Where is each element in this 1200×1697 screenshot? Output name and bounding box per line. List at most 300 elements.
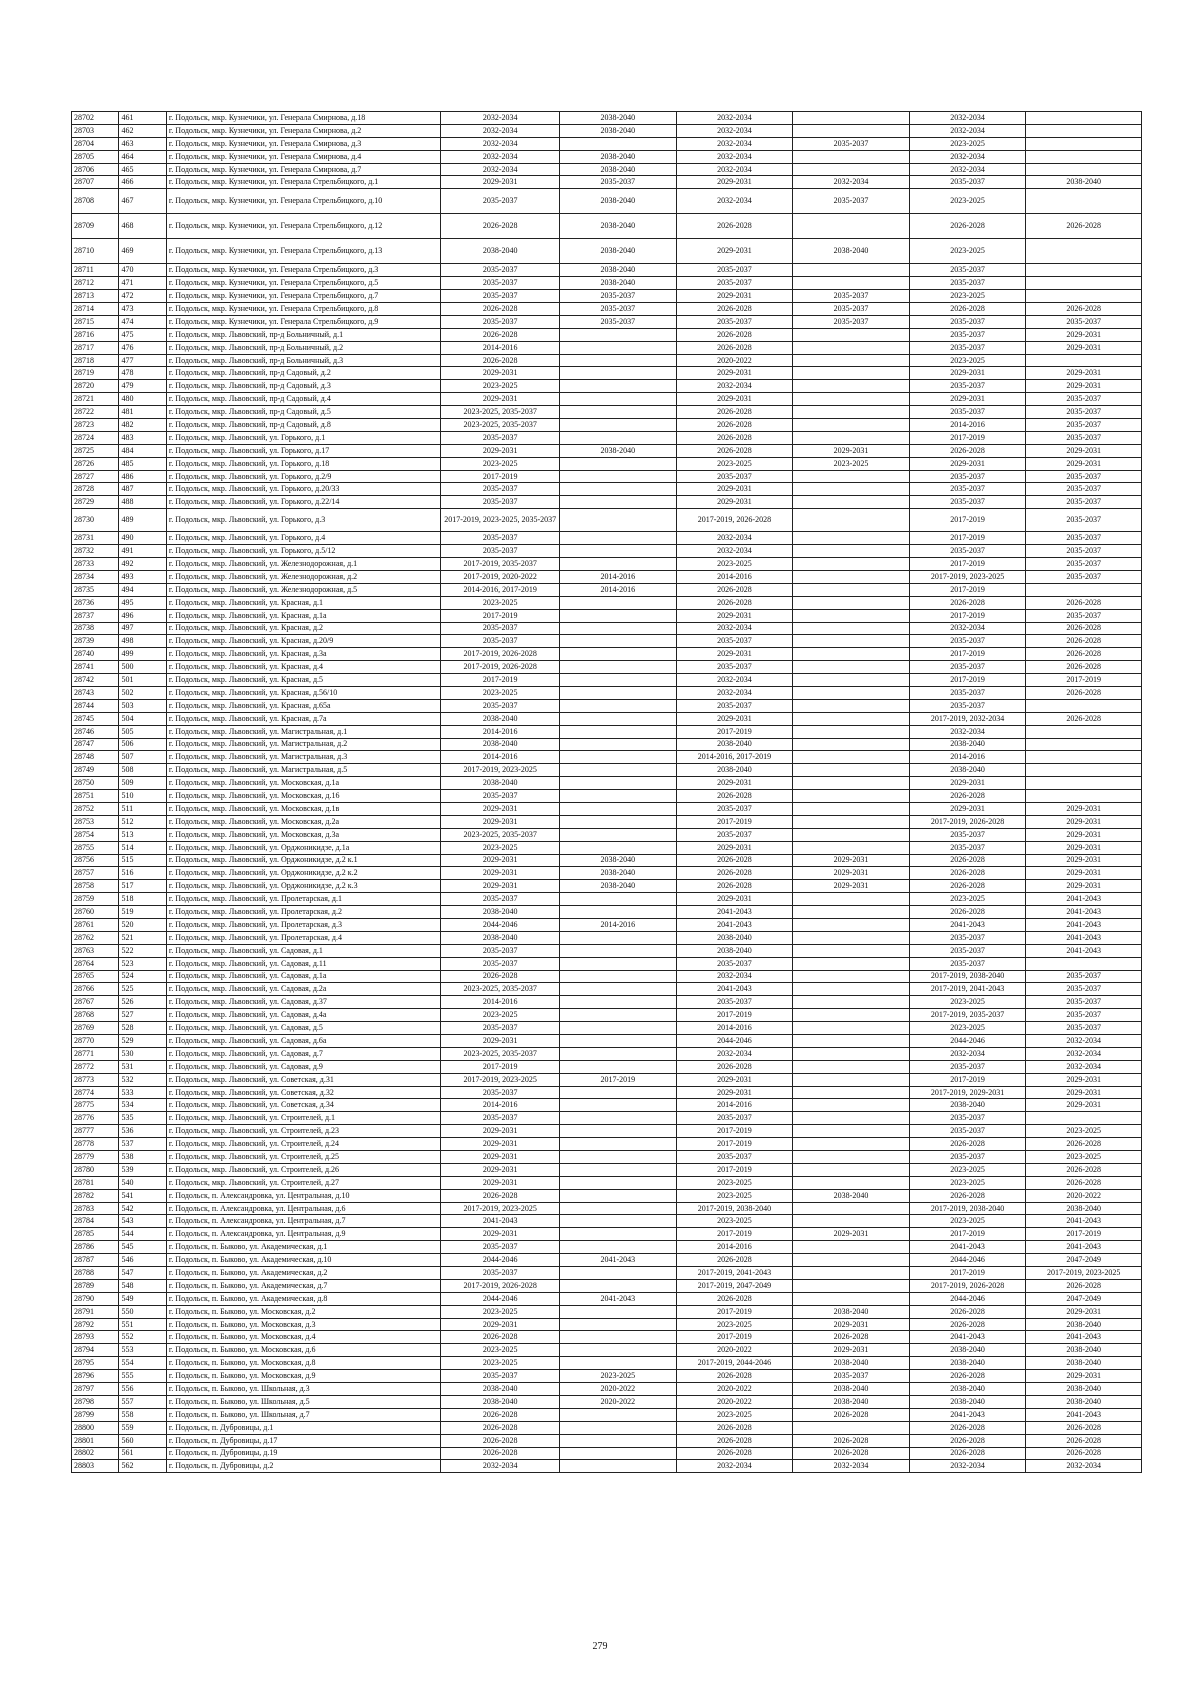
repair-period-3-cell: 2029-2031 (676, 609, 793, 622)
repair-period-2-cell (560, 1331, 677, 1344)
repair-period-5-cell: 2029-2031 (909, 393, 1026, 406)
repair-period-6-cell: 2035-2037 (1026, 431, 1142, 444)
repair-period-3-cell: 2026-2028 (676, 214, 793, 239)
repair-period-6-cell: 2035-2037 (1026, 996, 1142, 1009)
repair-period-2-cell (560, 957, 677, 970)
page-number: 279 (592, 1641, 608, 1652)
repair-period-6-cell: 2047-2049 (1026, 1292, 1142, 1305)
repair-period-1-cell: 2035-2037 (441, 699, 560, 712)
repair-period-3-cell: 2041-2043 (676, 906, 793, 919)
repair-period-4-cell: 2026-2028 (793, 1408, 910, 1421)
address-cell: г. Подольск, мкр. Львовский, ул. Орджоникидзе, д.2 к.3 (166, 880, 440, 893)
repair-period-2-cell (560, 596, 677, 609)
address-cell: г. Подольск, п. Александровка, ул. Центральная, д.9 (166, 1228, 440, 1241)
repair-period-5-cell: 2017-2019 (909, 558, 1026, 571)
row-number-cell: 472 (119, 290, 166, 303)
repair-period-4-cell (793, 483, 910, 496)
row-number-cell: 493 (119, 570, 166, 583)
table-row (72, 558, 1142, 571)
repair-period-1-cell: 2026-2028 (441, 1447, 560, 1460)
repair-period-2-cell (560, 764, 677, 777)
address-cell: г. Подольск, п. Быково, ул. Академическая, д.2 (166, 1267, 440, 1280)
address-cell: г. Подольск, п. Быково, ул. Школьная, д.3 (166, 1383, 440, 1396)
repair-period-4-cell (793, 957, 910, 970)
repair-period-3-cell: 2029-2031 (676, 893, 793, 906)
repair-period-3-cell: 2017-2019, 2044-2046 (676, 1357, 793, 1370)
record-number-cell: 28718 (72, 354, 119, 367)
row-number-cell: 486 (119, 470, 166, 483)
row-number-cell: 561 (119, 1447, 166, 1460)
repair-period-3-cell: 2026-2028 (676, 328, 793, 341)
row-number-cell: 503 (119, 699, 166, 712)
repair-period-3-cell: 2032-2034 (676, 163, 793, 176)
repair-period-1-cell: 2017-2019 (441, 609, 560, 622)
repair-period-5-cell: 2023-2025 (909, 996, 1026, 1009)
repair-period-1-cell: 2014-2016 (441, 996, 560, 1009)
repair-period-6-cell: 2026-2028 (1026, 1279, 1142, 1292)
table-row (72, 777, 1142, 790)
repair-period-1-cell: 2029-2031 (441, 393, 560, 406)
repair-period-4-cell (793, 802, 910, 815)
repair-period-4-cell (793, 828, 910, 841)
repair-period-2-cell (560, 509, 677, 532)
row-number-cell: 549 (119, 1292, 166, 1305)
record-number-cell: 28780 (72, 1163, 119, 1176)
row-number-cell: 540 (119, 1176, 166, 1189)
repair-period-6-cell: 2029-2031 (1026, 1305, 1142, 1318)
repair-period-6-cell: 2035-2037 (1026, 545, 1142, 558)
repair-period-1-cell: 2029-2031 (441, 1125, 560, 1138)
repair-period-4-cell: 2035-2037 (793, 137, 910, 150)
repair-period-2-cell (560, 1228, 677, 1241)
repair-period-4-cell: 2038-2040 (793, 1305, 910, 1318)
table-row (72, 931, 1142, 944)
address-cell: г. Подольск, мкр. Львовский, ул. Красная, д.3а (166, 648, 440, 661)
repair-period-5-cell: 2026-2028 (909, 214, 1026, 239)
row-number-cell: 482 (119, 419, 166, 432)
record-number-cell: 28750 (72, 777, 119, 790)
repair-period-3-cell: 2029-2031 (676, 176, 793, 189)
repair-period-5-cell: 2044-2046 (909, 1035, 1026, 1048)
repair-period-3-cell: 2026-2028 (676, 880, 793, 893)
repair-period-4-cell (793, 1060, 910, 1073)
repair-period-3-cell: 2026-2028 (676, 406, 793, 419)
repair-period-6-cell (1026, 112, 1142, 125)
repair-period-4-cell (793, 931, 910, 944)
repair-period-1-cell: 2014-2016 (441, 725, 560, 738)
repair-period-1-cell: 2029-2031 (441, 1318, 560, 1331)
repair-period-4-cell (793, 1047, 910, 1060)
repair-period-4-cell (793, 406, 910, 419)
row-number-cell: 475 (119, 328, 166, 341)
repair-period-3-cell: 2026-2028 (676, 303, 793, 316)
repair-period-5-cell: 2017-2019, 2041-2043 (909, 983, 1026, 996)
record-number-cell: 28710 (72, 239, 119, 264)
record-number-cell: 28779 (72, 1151, 119, 1164)
repair-period-4-cell (793, 558, 910, 571)
repair-period-3-cell: 2017-2019 (676, 1138, 793, 1151)
record-number-cell: 28719 (72, 367, 119, 380)
repair-period-2-cell: 2038-2040 (560, 124, 677, 137)
repair-period-5-cell: 2035-2037 (909, 380, 1026, 393)
repair-period-5-cell: 2038-2040 (909, 738, 1026, 751)
repair-period-2-cell (560, 1434, 677, 1447)
repair-period-4-cell (793, 906, 910, 919)
address-cell: г. Подольск, мкр. Кузнечики, ул. Генерала Стрельбицкого, д.3 (166, 264, 440, 277)
repair-period-1-cell: 2023-2025 (441, 1009, 560, 1022)
repair-period-4-cell: 2029-2031 (793, 444, 910, 457)
address-cell: г. Подольск, п. Быково, ул. Московская, д.3 (166, 1318, 440, 1331)
repair-period-4-cell (793, 686, 910, 699)
repair-period-6-cell (1026, 277, 1142, 290)
repair-period-3-cell: 2026-2028 (676, 444, 793, 457)
repair-period-6-cell: 2029-2031 (1026, 880, 1142, 893)
table-row (72, 725, 1142, 738)
repair-period-4-cell (793, 112, 910, 125)
repair-period-6-cell: 2035-2037 (1026, 570, 1142, 583)
address-cell: г. Подольск, п. Быково, ул. Школьная, д.5 (166, 1395, 440, 1408)
address-cell: г. Подольск, п. Быково, ул. Академическая, д.7 (166, 1279, 440, 1292)
repair-period-3-cell: 2035-2037 (676, 699, 793, 712)
address-cell: г. Подольск, п. Быково, ул. Московская, д.6 (166, 1344, 440, 1357)
row-number-cell: 490 (119, 532, 166, 545)
address-cell: г. Подольск, мкр. Кузнечики, ул. Генерала Стрельбицкого, д.5 (166, 277, 440, 290)
repair-period-3-cell: 2032-2034 (676, 380, 793, 393)
record-number-cell: 28781 (72, 1176, 119, 1189)
row-number-cell: 462 (119, 124, 166, 137)
repair-period-6-cell: 2026-2028 (1026, 1138, 1142, 1151)
repair-period-3-cell: 2026-2028 (676, 596, 793, 609)
repair-period-2-cell (560, 483, 677, 496)
repair-period-5-cell: 2035-2037 (909, 635, 1026, 648)
repair-period-6-cell: 2029-2031 (1026, 444, 1142, 457)
repair-period-4-cell: 2026-2028 (793, 1331, 910, 1344)
table-row (72, 1009, 1142, 1022)
repair-period-5-cell: 2038-2040 (909, 1099, 1026, 1112)
record-number-cell: 28796 (72, 1370, 119, 1383)
table-row (72, 1060, 1142, 1073)
repair-period-1-cell: 2023-2025 (441, 1357, 560, 1370)
repair-period-6-cell: 2026-2028 (1026, 712, 1142, 725)
repair-period-3-cell: 2020-2022 (676, 354, 793, 367)
table-row (72, 1099, 1142, 1112)
record-number-cell: 28790 (72, 1292, 119, 1305)
repair-period-5-cell: 2026-2028 (909, 1434, 1026, 1447)
address-cell: г. Подольск, мкр. Львовский, пр-д Садовый, д.2 (166, 367, 440, 380)
record-number-cell: 28770 (72, 1035, 119, 1048)
repair-period-2-cell (560, 661, 677, 674)
repair-period-5-cell: 2023-2025 (909, 1163, 1026, 1176)
address-cell: г. Подольск, мкр. Львовский, пр-д Садовый, д.8 (166, 419, 440, 432)
repair-period-1-cell: 2026-2028 (441, 1189, 560, 1202)
repair-period-6-cell: 2026-2028 (1026, 1434, 1142, 1447)
repair-period-1-cell: 2029-2031 (441, 802, 560, 815)
record-number-cell: 28755 (72, 841, 119, 854)
repair-period-4-cell (793, 419, 910, 432)
address-cell: г. Подольск, мкр. Львовский, ул. Красная, д.2 (166, 622, 440, 635)
record-number-cell: 28721 (72, 393, 119, 406)
repair-period-5-cell: 2023-2025 (909, 239, 1026, 264)
repair-period-5-cell: 2032-2034 (909, 163, 1026, 176)
repair-period-2-cell (560, 1408, 677, 1421)
repair-period-3-cell: 2035-2037 (676, 957, 793, 970)
table-row (72, 1138, 1142, 1151)
repair-period-5-cell: 2032-2034 (909, 150, 1026, 163)
repair-period-6-cell: 2029-2031 (1026, 815, 1142, 828)
row-number-cell: 554 (119, 1357, 166, 1370)
record-number-cell: 28742 (72, 674, 119, 687)
repair-period-3-cell: 2023-2025 (676, 1215, 793, 1228)
record-number-cell: 28754 (72, 828, 119, 841)
address-cell: г. Подольск, мкр. Львовский, пр-д Больничный, д.3 (166, 354, 440, 367)
repair-period-1-cell: 2044-2046 (441, 1254, 560, 1267)
address-cell: г. Подольск, мкр. Львовский, ул. Строителей, д.23 (166, 1125, 440, 1138)
repair-period-4-cell: 2035-2037 (793, 290, 910, 303)
repair-period-5-cell: 2017-2019, 2038-2040 (909, 1202, 1026, 1215)
repair-period-5-cell: 2026-2028 (909, 1370, 1026, 1383)
table-row (72, 444, 1142, 457)
address-cell: г. Подольск, мкр. Львовский, ул. Садовая, д.1 (166, 944, 440, 957)
record-number-cell: 28788 (72, 1267, 119, 1280)
address-cell: г. Подольск, мкр. Львовский, ул. Орджоникидзе, д.2 к.2 (166, 867, 440, 880)
table-row (72, 699, 1142, 712)
address-cell: г. Подольск, мкр. Кузнечики, ул. Генерала Стрельбицкого, д.8 (166, 303, 440, 316)
repair-period-1-cell: 2023-2025 (441, 457, 560, 470)
repair-period-6-cell: 2020-2022 (1026, 1189, 1142, 1202)
repair-period-2-cell (560, 841, 677, 854)
repair-period-3-cell: 2026-2028 (676, 1447, 793, 1460)
row-number-cell: 480 (119, 393, 166, 406)
repair-period-2-cell (560, 1035, 677, 1048)
repair-period-4-cell (793, 545, 910, 558)
address-cell: г. Подольск, мкр. Львовский, пр-д Садовый, д.3 (166, 380, 440, 393)
repair-period-1-cell: 2023-2025, 2035-2037 (441, 983, 560, 996)
row-number-cell: 504 (119, 712, 166, 725)
repair-period-5-cell: 2029-2031 (909, 802, 1026, 815)
repair-period-3-cell: 2032-2034 (676, 150, 793, 163)
record-number-cell: 28740 (72, 648, 119, 661)
repair-period-1-cell: 2017-2019, 2023-2025, 2035-2037 (441, 509, 560, 532)
repair-period-2-cell (560, 1151, 677, 1164)
address-cell: г. Подольск, мкр. Львовский, ул. Горького, д.1 (166, 431, 440, 444)
repair-period-2-cell (560, 970, 677, 983)
table-row (72, 431, 1142, 444)
repair-period-4-cell (793, 609, 910, 622)
repair-period-6-cell: 2035-2037 (1026, 419, 1142, 432)
repair-period-3-cell: 2017-2019 (676, 1125, 793, 1138)
address-cell: г. Подольск, мкр. Львовский, пр-д Больничный, д.1 (166, 328, 440, 341)
repair-period-4-cell: 2038-2040 (793, 1357, 910, 1370)
row-number-cell: 507 (119, 751, 166, 764)
repair-period-2-cell (560, 1357, 677, 1370)
record-number-cell: 28785 (72, 1228, 119, 1241)
address-cell: г. Подольск, мкр. Львовский, ул. Пролетарская, д.4 (166, 931, 440, 944)
record-number-cell: 28715 (72, 315, 119, 328)
repair-period-2-cell: 2020-2022 (560, 1383, 677, 1396)
repair-period-6-cell: 2026-2028 (1026, 1176, 1142, 1189)
repair-period-6-cell: 2032-2034 (1026, 1460, 1142, 1473)
repair-period-4-cell: 2023-2025 (793, 457, 910, 470)
address-cell: г. Подольск, мкр. Львовский, ул. Красная, д.5 (166, 674, 440, 687)
repair-period-4-cell: 2029-2031 (793, 1228, 910, 1241)
address-cell: г. Подольск, мкр. Львовский, ул. Железнодорожная, д.5 (166, 583, 440, 596)
repair-period-3-cell: 2029-2031 (676, 367, 793, 380)
repair-period-4-cell (793, 1086, 910, 1099)
repair-period-1-cell: 2035-2037 (441, 545, 560, 558)
repair-period-5-cell: 2035-2037 (909, 264, 1026, 277)
repair-period-6-cell: 2041-2043 (1026, 931, 1142, 944)
repair-period-1-cell: 2032-2034 (441, 112, 560, 125)
repair-period-5-cell: 2035-2037 (909, 545, 1026, 558)
repair-period-2-cell: 2038-2040 (560, 854, 677, 867)
repair-period-6-cell: 2029-2031 (1026, 1073, 1142, 1086)
repair-period-5-cell: 2023-2025 (909, 354, 1026, 367)
repair-period-2-cell: 2020-2022 (560, 1395, 677, 1408)
repair-period-1-cell: 2044-2046 (441, 1292, 560, 1305)
repair-period-5-cell: 2017-2019, 2023-2025 (909, 570, 1026, 583)
repair-period-4-cell (793, 751, 910, 764)
repair-period-1-cell: 2023-2025 (441, 380, 560, 393)
repair-period-2-cell (560, 893, 677, 906)
address-cell: г. Подольск, мкр. Львовский, ул. Красная, д.1а (166, 609, 440, 622)
table-row (72, 1318, 1142, 1331)
repair-period-3-cell: 2014-2016 (676, 1022, 793, 1035)
repair-period-2-cell (560, 1344, 677, 1357)
row-number-cell: 562 (119, 1460, 166, 1473)
address-cell: г. Подольск, мкр. Львовский, ул. Горького, д.2/9 (166, 470, 440, 483)
address-cell: г. Подольск, мкр. Львовский, ул. Садовая, д.6а (166, 1035, 440, 1048)
repair-period-4-cell (793, 893, 910, 906)
repair-period-6-cell: 2029-2031 (1026, 1099, 1142, 1112)
table-row (72, 854, 1142, 867)
repair-period-5-cell: 2041-2043 (909, 1408, 1026, 1421)
row-number-cell: 477 (119, 354, 166, 367)
repair-period-1-cell: 2029-2031 (441, 1151, 560, 1164)
record-number-cell: 28772 (72, 1060, 119, 1073)
repair-period-3-cell: 2026-2028 (676, 854, 793, 867)
repair-period-1-cell: 2029-2031 (441, 1176, 560, 1189)
repair-period-2-cell: 2038-2040 (560, 239, 677, 264)
repair-period-3-cell: 2017-2019 (676, 725, 793, 738)
repair-period-6-cell (1026, 790, 1142, 803)
repair-period-1-cell: 2035-2037 (441, 1112, 560, 1125)
repair-period-4-cell (793, 1279, 910, 1292)
repair-period-1-cell: 2035-2037 (441, 790, 560, 803)
repair-period-2-cell (560, 558, 677, 571)
repair-period-1-cell: 2032-2034 (441, 137, 560, 150)
repair-period-1-cell: 2017-2019, 2023-2025 (441, 764, 560, 777)
address-cell: г. Подольск, мкр. Львовский, ул. Садовая, д.1а (166, 970, 440, 983)
repair-period-5-cell: 2023-2025 (909, 1022, 1026, 1035)
repair-period-1-cell: 2029-2031 (441, 880, 560, 893)
repair-period-4-cell (793, 1241, 910, 1254)
repair-period-4-cell: 2029-2031 (793, 1318, 910, 1331)
repair-period-4-cell (793, 1176, 910, 1189)
repair-period-2-cell (560, 1060, 677, 1073)
repair-period-6-cell: 2035-2037 (1026, 509, 1142, 532)
row-number-cell: 501 (119, 674, 166, 687)
repair-period-1-cell: 2035-2037 (441, 944, 560, 957)
repair-period-4-cell (793, 944, 910, 957)
row-number-cell: 476 (119, 341, 166, 354)
repair-period-5-cell: 2026-2028 (909, 790, 1026, 803)
repair-period-5-cell: 2026-2028 (909, 1189, 1026, 1202)
repair-period-3-cell: 2026-2028 (676, 431, 793, 444)
row-number-cell: 465 (119, 163, 166, 176)
repair-period-5-cell: 2035-2037 (909, 1151, 1026, 1164)
repair-period-1-cell: 2035-2037 (441, 622, 560, 635)
repair-period-4-cell (793, 1022, 910, 1035)
repair-period-2-cell: 2014-2016 (560, 918, 677, 931)
repair-period-1-cell: 2035-2037 (441, 957, 560, 970)
record-number-cell: 28702 (72, 112, 119, 125)
table-row (72, 1331, 1142, 1344)
address-cell: г. Подольск, мкр. Львовский, ул. Московская, д.3а (166, 828, 440, 841)
repair-period-6-cell (1026, 150, 1142, 163)
repair-period-4-cell (793, 1073, 910, 1086)
record-number-cell: 28708 (72, 189, 119, 214)
row-number-cell: 552 (119, 1331, 166, 1344)
repair-period-3-cell: 2023-2025 (676, 1189, 793, 1202)
table-row (72, 1228, 1142, 1241)
table-row (72, 1383, 1142, 1396)
repair-period-3-cell: 2032-2034 (676, 137, 793, 150)
record-number-cell: 28803 (72, 1460, 119, 1473)
repair-period-1-cell: 2017-2019, 2026-2028 (441, 1279, 560, 1292)
repair-period-3-cell: 2014-2016 (676, 570, 793, 583)
repair-period-4-cell: 2035-2037 (793, 1370, 910, 1383)
repair-period-2-cell: 2038-2040 (560, 867, 677, 880)
repair-period-1-cell: 2032-2034 (441, 1460, 560, 1473)
repair-period-3-cell: 2041-2043 (676, 918, 793, 931)
address-cell: г. Подольск, мкр. Львовский, ул. Орджоникидзе, д.1а (166, 841, 440, 854)
record-number-cell: 28734 (72, 570, 119, 583)
repair-period-4-cell (793, 777, 910, 790)
repair-period-3-cell: 2032-2034 (676, 112, 793, 125)
record-number-cell: 28759 (72, 893, 119, 906)
address-cell: г. Подольск, мкр. Львовский, ул. Орджоникидзе, д.2 к.1 (166, 854, 440, 867)
record-number-cell: 28768 (72, 1009, 119, 1022)
row-number-cell: 470 (119, 264, 166, 277)
repair-period-4-cell (793, 674, 910, 687)
repair-period-6-cell: 2041-2043 (1026, 906, 1142, 919)
row-number-cell: 538 (119, 1151, 166, 1164)
record-number-cell: 28784 (72, 1215, 119, 1228)
repair-period-6-cell: 2041-2043 (1026, 1331, 1142, 1344)
repair-period-4-cell (793, 1035, 910, 1048)
repair-period-2-cell (560, 496, 677, 509)
repair-period-2-cell (560, 1241, 677, 1254)
repair-period-1-cell: 2017-2019 (441, 1060, 560, 1073)
row-number-cell: 517 (119, 880, 166, 893)
table-row (72, 1292, 1142, 1305)
repair-period-5-cell: 2023-2025 (909, 189, 1026, 214)
repair-period-5-cell: 2038-2040 (909, 1395, 1026, 1408)
repair-period-6-cell: 2026-2028 (1026, 214, 1142, 239)
table-row (72, 1176, 1142, 1189)
address-cell: г. Подольск, мкр. Львовский, ул. Горького, д.4 (166, 532, 440, 545)
repair-period-2-cell (560, 1138, 677, 1151)
row-number-cell: 467 (119, 189, 166, 214)
repair-period-5-cell: 2017-2019, 2029-2031 (909, 1086, 1026, 1099)
repair-period-6-cell: 2035-2037 (1026, 406, 1142, 419)
repair-period-5-cell: 2035-2037 (909, 176, 1026, 189)
repair-period-3-cell: 2035-2037 (676, 635, 793, 648)
table-row (72, 712, 1142, 725)
row-number-cell: 496 (119, 609, 166, 622)
table-row (72, 893, 1142, 906)
row-number-cell: 523 (119, 957, 166, 970)
